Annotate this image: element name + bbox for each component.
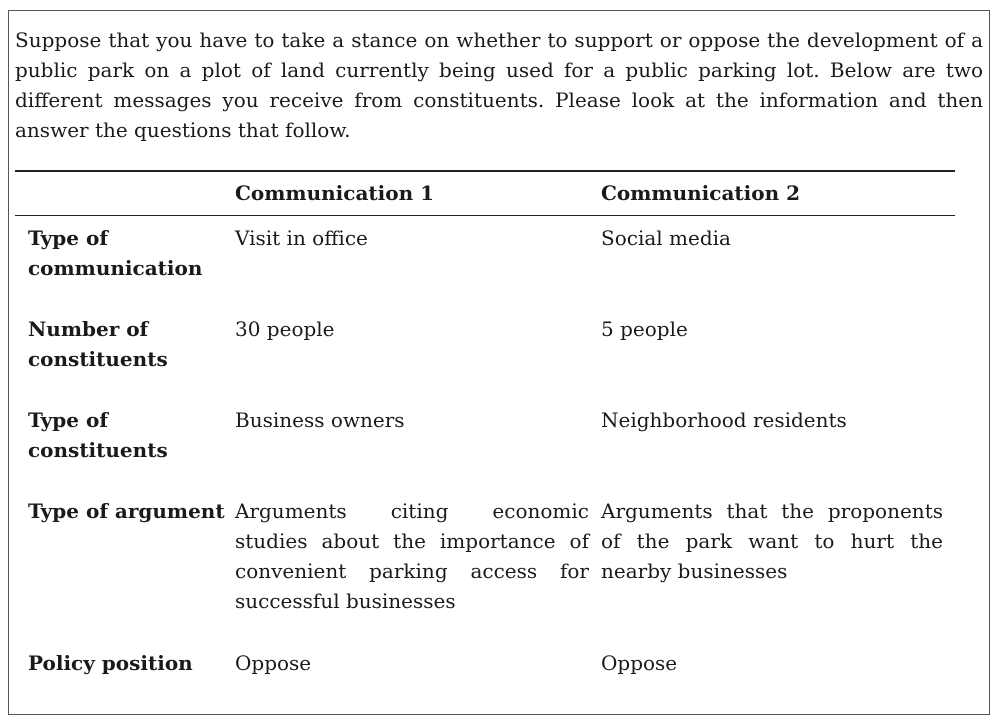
cell-communication-2: 5 people: [601, 317, 688, 341]
cell-communication-1: Arguments citing economic studies about the importance of convenient parking access for successful businesses: [235, 499, 589, 613]
table-header-row: [15, 171, 955, 216]
row-label-number-of-constituents: Number of constituents: [28, 317, 168, 371]
cell-communication-1: Business owners: [235, 408, 405, 432]
table-row: [15, 398, 955, 489]
table-row: [15, 489, 955, 641]
cell-communication-2: Neighborhood residents: [601, 408, 847, 432]
comparison-table: [15, 170, 955, 708]
document-frame: [8, 10, 990, 715]
row-label-type-of-argument: Type of argument: [28, 499, 225, 523]
table-row: [15, 216, 955, 308]
header-communication-1: Communication 1: [235, 181, 434, 205]
header-empty-cell: [15, 171, 235, 216]
cell-communication-1: Visit in office: [235, 226, 368, 250]
cell-communication-2: Oppose: [601, 651, 678, 675]
intro-paragraph: Suppose that you have to take a stance on whether to support or oppose the development of a public park on a plot of land currently being used for a public parking lot. Below are two different messages you receive from constituents. Please look at the information and then answer the questions that follow.: [15, 28, 983, 142]
table-row: [15, 641, 955, 708]
row-label-type-of-constituents: Type of constituents: [28, 408, 168, 462]
row-label-type-of-communication: Type of communication: [28, 226, 203, 280]
cell-communication-2: Social media: [601, 226, 731, 250]
table-row: [15, 307, 955, 398]
cell-communication-1: 30 people: [235, 317, 335, 341]
cell-communication-2: Arguments that the proponents of the park want to hurt the nearby businesses: [601, 499, 943, 583]
cell-communication-1: Oppose: [235, 651, 312, 675]
row-label-policy-position: Policy position: [28, 651, 193, 675]
comparison-table-wrapper: [15, 170, 955, 708]
header-communication-2: Communication 2: [601, 181, 800, 205]
